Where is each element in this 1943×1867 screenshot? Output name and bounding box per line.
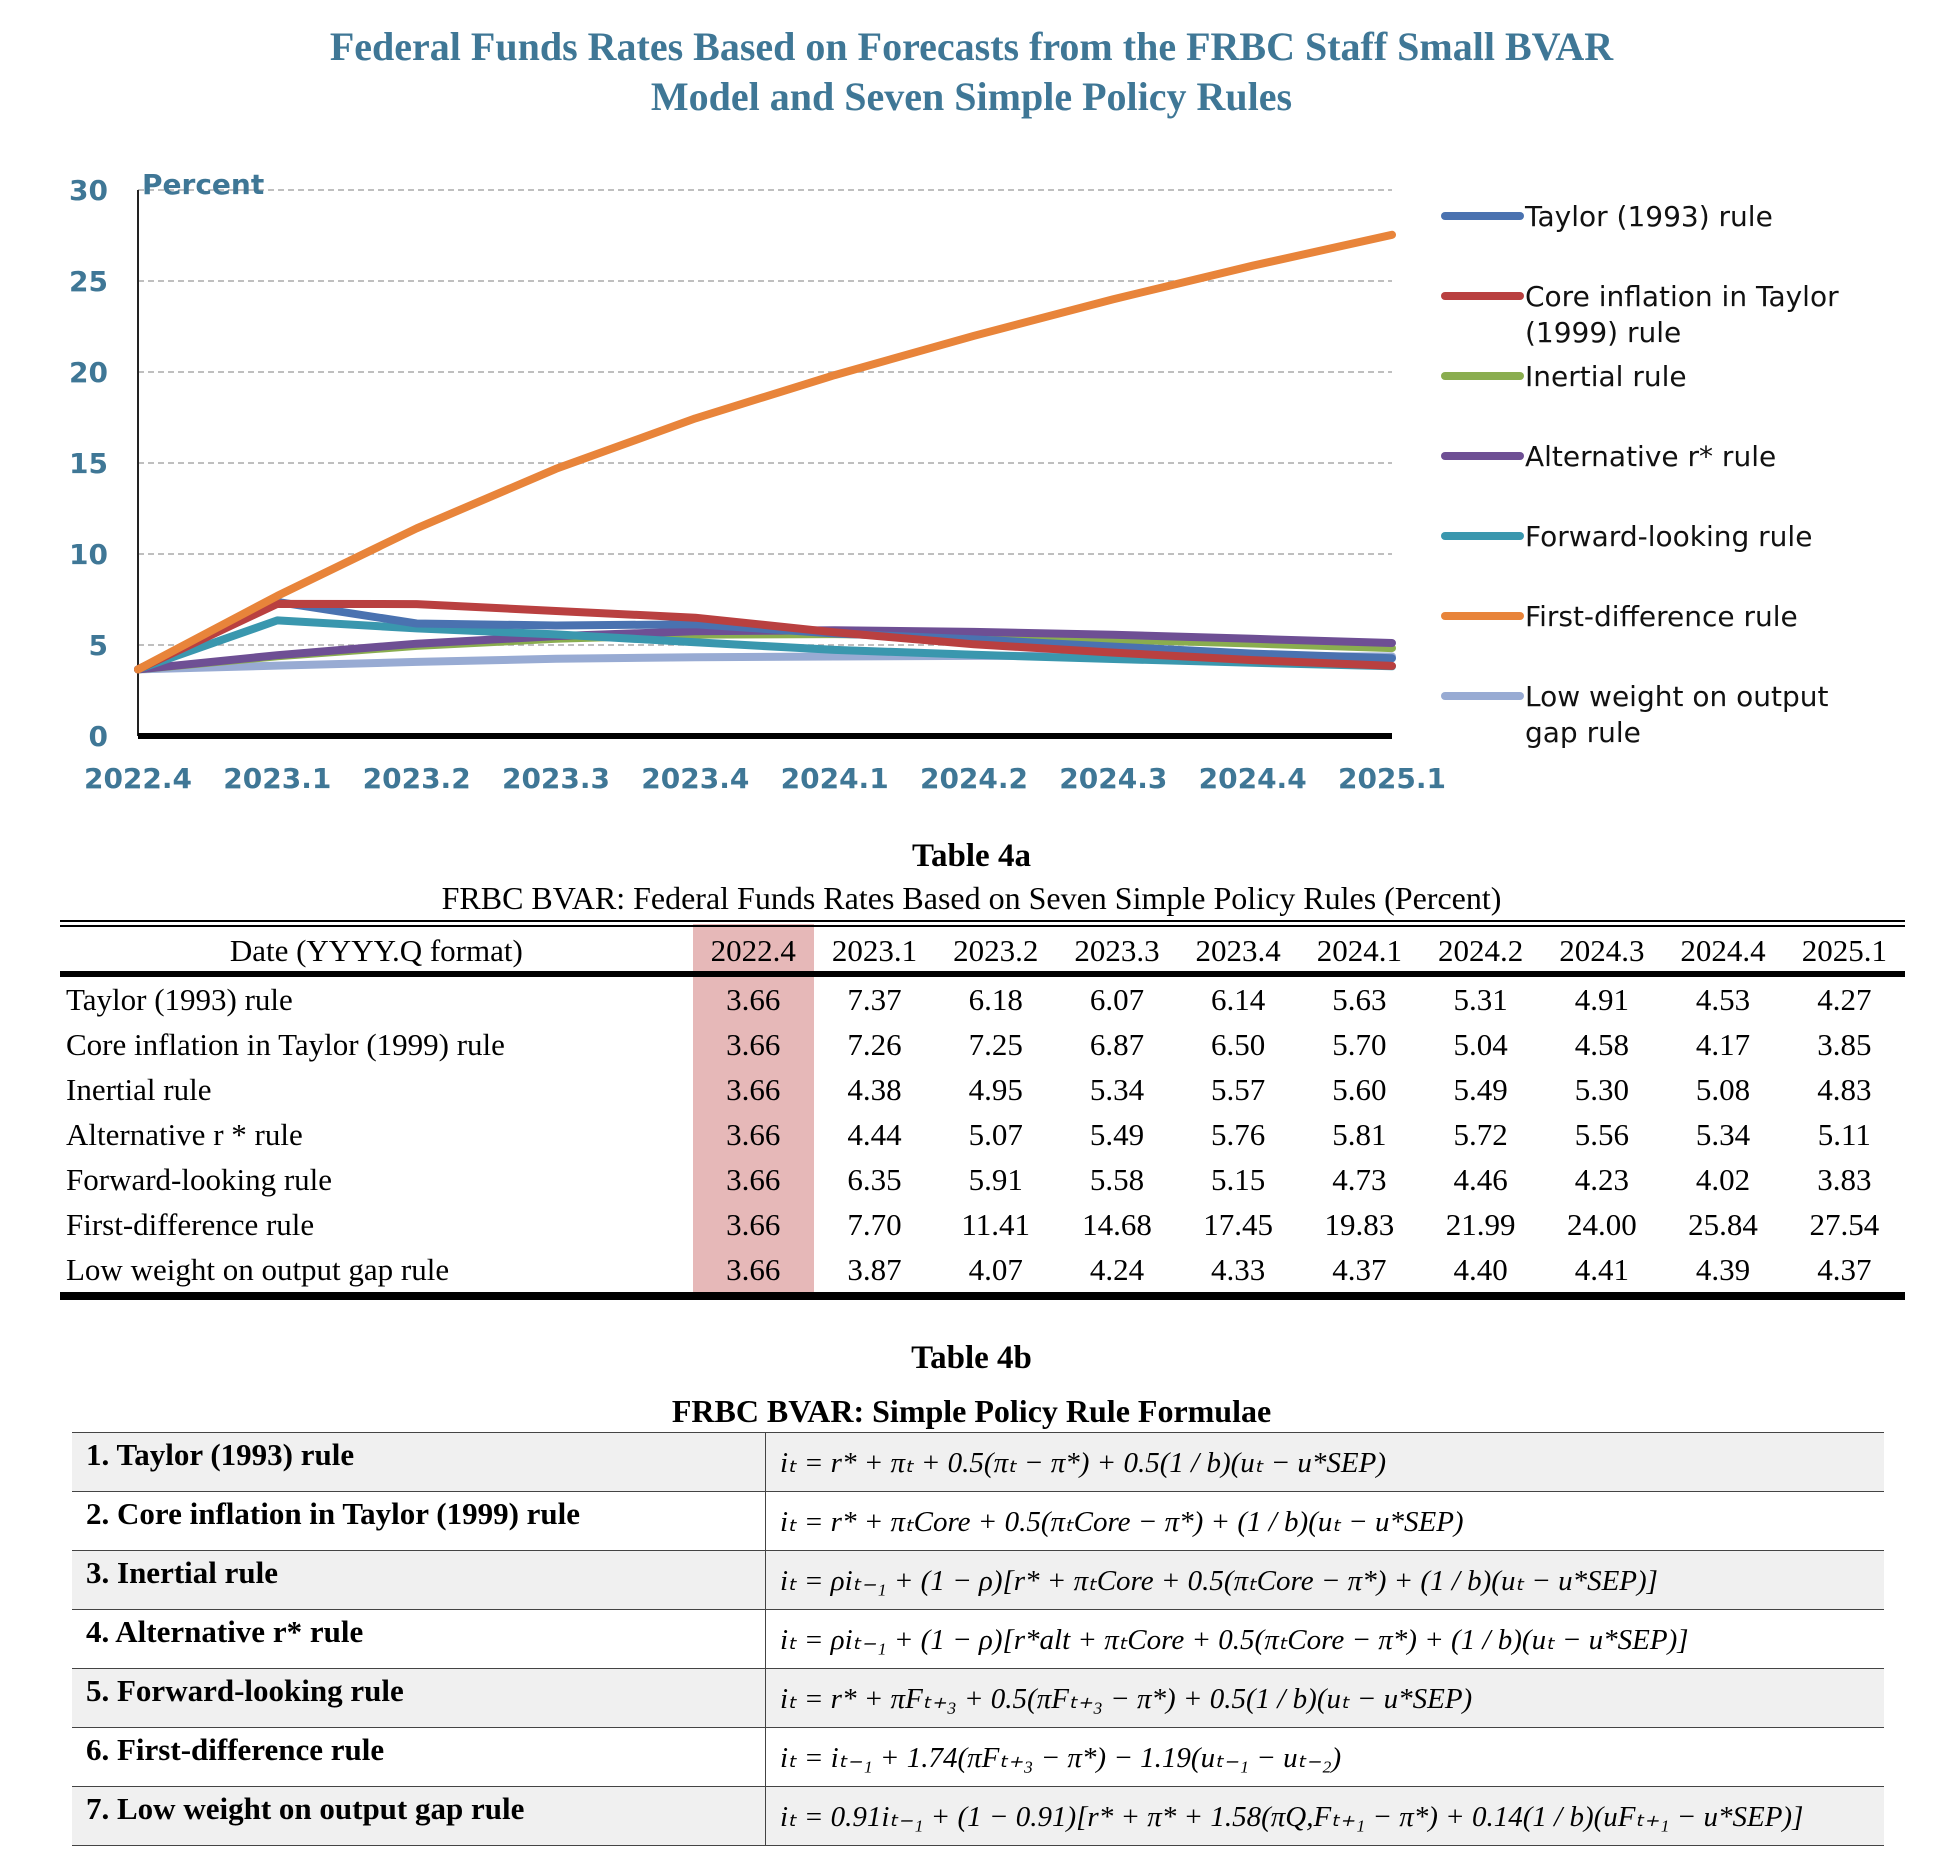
table-4b-body xyxy=(72,1433,1884,1846)
x-tick-label: 2024.4 xyxy=(1198,762,1307,795)
table-4a-column-header: 2024.2 xyxy=(1420,924,1541,975)
x-tick-label: 2023.1 xyxy=(223,762,332,795)
y-tick-label: 10 xyxy=(69,538,108,571)
table-4a-header-label: Date (YYYY.Q format) xyxy=(60,924,693,975)
table-4a-title: Table 4a xyxy=(912,838,1031,874)
x-tick-label: 2024.1 xyxy=(780,762,889,795)
table-cell: 3.66 xyxy=(693,1112,814,1157)
table-cell: 4.33 xyxy=(1178,1247,1299,1296)
table-cell: 6.50 xyxy=(1211,1026,1266,1062)
table-cell: 3.85 xyxy=(1817,1026,1872,1062)
table-cell: 3.66 xyxy=(693,1202,814,1247)
row-label: Core inflation in Taylor (1999) rule xyxy=(66,1026,505,1062)
legend-label: Taylor (1993) rule xyxy=(1525,200,1773,233)
x-tick-label: 2024.2 xyxy=(919,762,1029,795)
table-cell: 4.17 xyxy=(1695,1026,1751,1062)
rule-name: 7. Low weight on output gap rule xyxy=(72,1787,766,1846)
table-cell: 27.54 xyxy=(1809,1206,1880,1242)
table-cell: 5.60 xyxy=(1332,1071,1387,1107)
table-4a-column-header: 2024.1 xyxy=(1299,924,1420,975)
rule-formula: iₜ = iₜ₋₁ + 1.74(πFₜ₊₃ − π*) − 1.19(uₜ₋₁ − uₜ₋₂) xyxy=(766,1728,1885,1787)
table-4b-title: Table 4b xyxy=(911,1340,1032,1376)
table-cell: 4.53 xyxy=(1695,981,1751,1017)
rule-name: 6. First-difference rule xyxy=(72,1728,766,1787)
x-tick-label: 2023.3 xyxy=(501,762,611,795)
table-cell: 5.49 xyxy=(1089,1116,1145,1152)
table-cell: 4.07 xyxy=(935,1247,1056,1296)
table-cell: 3.83 xyxy=(1817,1161,1872,1197)
row-label: Low weight on output gap rule xyxy=(60,1247,693,1296)
table-row xyxy=(60,1112,1905,1157)
row-label: Alternative r * rule xyxy=(66,1116,303,1152)
formula-row xyxy=(72,1669,1884,1728)
table-cell: 24.00 xyxy=(1566,1206,1637,1242)
rule-name: 5. Forward-looking rule xyxy=(72,1669,766,1728)
table-cell: 6.87 xyxy=(1089,1026,1145,1062)
table-row xyxy=(60,1067,1905,1112)
formula-row xyxy=(72,1433,1884,1492)
table-cell: 5.15 xyxy=(1211,1161,1266,1197)
table-cell: 6.35 xyxy=(847,1161,902,1197)
x-tick-label: 2023.2 xyxy=(362,762,471,795)
rule-name: 3. Inertial rule xyxy=(72,1551,766,1610)
formula-row xyxy=(72,1492,1884,1551)
y-axis-label: Percent xyxy=(142,168,265,201)
table-cell: 21.99 xyxy=(1445,1206,1516,1242)
table-cell: 5.57 xyxy=(1211,1071,1266,1107)
table-cell: 25.84 xyxy=(1688,1206,1758,1242)
table-4a-column-header: 2024.3 xyxy=(1541,924,1662,975)
y-tick-label: 5 xyxy=(88,629,108,662)
rule-formula: iₜ = r* + πₜ + 0.5(πₜ − π*) + 0.5(1 / b)(uₜ − u*SEP) xyxy=(766,1433,1885,1492)
table-cell: 3.87 xyxy=(814,1247,935,1296)
table-row xyxy=(60,1202,1905,1247)
table-cell: 4.91 xyxy=(1574,981,1629,1017)
table-cell: 17.45 xyxy=(1203,1206,1274,1242)
table-cell: 3.66 xyxy=(693,1157,814,1202)
rule-name: 1. Taylor (1993) rule xyxy=(72,1433,766,1492)
formula-row xyxy=(72,1610,1884,1669)
legend-label: Alternative r* rule xyxy=(1525,440,1777,473)
table-cell: 4.23 xyxy=(1574,1161,1629,1197)
table-cell: 5.07 xyxy=(968,1116,1023,1152)
table-cell: 4.46 xyxy=(1453,1161,1508,1197)
table-cell: 5.56 xyxy=(1574,1116,1629,1152)
table-cell: 5.63 xyxy=(1332,981,1387,1017)
table-cell: 4.44 xyxy=(847,1116,902,1152)
table-4a-header-row xyxy=(60,924,1905,975)
legend-label: (1999) rule xyxy=(1525,316,1682,349)
table-cell: 7.25 xyxy=(968,1026,1023,1062)
table-cell: 4.58 xyxy=(1574,1026,1629,1062)
table-4a-column-header: 2023.1 xyxy=(814,924,935,975)
table-cell: 19.83 xyxy=(1324,1206,1395,1242)
rule-name: 4. Alternative r* rule xyxy=(72,1610,766,1669)
rule-formula: iₜ = ρiₜ₋₁ + (1 − ρ)[r*alt + πₜCore + 0.5(πₜCore − π*) + (1 / b)(uₜ − u*SEP)] xyxy=(766,1610,1885,1669)
table-cell: 6.18 xyxy=(968,981,1023,1017)
y-tick-label: 20 xyxy=(69,356,108,389)
table-cell: 3.66 xyxy=(693,1067,814,1112)
line-chart xyxy=(0,150,1943,800)
legend-label: Forward-looking rule xyxy=(1525,520,1813,553)
table-4a-column-header: 2023.3 xyxy=(1056,924,1177,975)
table-cell: 5.31 xyxy=(1453,981,1508,1017)
rule-formula: iₜ = ρiₜ₋₁ + (1 − ρ)[r* + πₜCore + 0.5(πₜCore − π*) + (1 / b)(uₜ − u*SEP)] xyxy=(766,1551,1885,1610)
table-cell: 14.68 xyxy=(1082,1206,1152,1242)
chart-title-line-2: Model and Seven Simple Policy Rules xyxy=(650,74,1293,119)
table-cell: 4.95 xyxy=(968,1071,1023,1107)
formula-row xyxy=(72,1787,1884,1846)
rule-name: 2. Core inflation in Taylor (1999) rule xyxy=(72,1492,766,1551)
table-cell: 4.40 xyxy=(1420,1247,1541,1296)
table-cell: 5.34 xyxy=(1089,1071,1145,1107)
table-cell: 5.08 xyxy=(1695,1071,1751,1107)
table-cell: 4.37 xyxy=(1784,1247,1905,1296)
chart-legend xyxy=(1445,200,1839,749)
table-cell: 4.38 xyxy=(847,1071,902,1107)
table-4a-column-header: 2025.1 xyxy=(1784,924,1905,975)
y-tick-label: 25 xyxy=(69,265,108,298)
table-cell: 11.41 xyxy=(961,1206,1031,1242)
table-cell: 7.26 xyxy=(847,1026,902,1062)
x-tick-label: 2022.4 xyxy=(83,762,193,795)
table-cell: 7.70 xyxy=(847,1206,902,1242)
table-cell: 4.41 xyxy=(1541,1247,1662,1296)
y-tick-label: 15 xyxy=(69,447,108,480)
table-4a-column-header: 2023.4 xyxy=(1178,924,1299,975)
legend-label: gap rule xyxy=(1525,716,1641,749)
x-tick-label: 2023.4 xyxy=(641,762,750,795)
chart-grid xyxy=(138,190,1392,645)
table-4a-column-header: 2024.4 xyxy=(1662,924,1783,975)
table-cell: 5.91 xyxy=(968,1161,1023,1197)
table-4a xyxy=(60,920,1905,1300)
table-cell: 5.34 xyxy=(1695,1116,1751,1152)
legend-label: Core inflation in Taylor xyxy=(1525,280,1839,313)
legend-label: Low weight on output xyxy=(1525,680,1829,713)
table-4a-subtitle: FRBC BVAR: Federal Funds Rates Based on Seven Simple Policy Rules (Percent) xyxy=(441,880,1502,916)
table-row xyxy=(60,1157,1905,1202)
table-cell: 5.81 xyxy=(1332,1116,1387,1152)
table-cell: 4.27 xyxy=(1817,981,1872,1017)
table-cell: 5.58 xyxy=(1089,1161,1145,1197)
chart-series xyxy=(138,235,1392,670)
legend-label: First-difference rule xyxy=(1525,600,1798,633)
y-axis-ticks xyxy=(69,174,108,753)
rule-formula: iₜ = 0.91iₜ₋₁ + (1 − 0.91)[r* + π* + 1.58(πQ,Fₜ₊₁ − π*) + 0.14(1 / b)(uFₜ₊₁ − u*SEP)] xyxy=(766,1787,1885,1846)
chart-title-line-1: Federal Funds Rates Based on Forecasts from the FRBC Staff Small BVAR xyxy=(329,24,1614,69)
legend-label: Inertial rule xyxy=(1525,360,1687,393)
table-4a-column-header: 2023.2 xyxy=(935,924,1056,975)
formula-row xyxy=(72,1728,1884,1787)
table-cell: 5.04 xyxy=(1453,1026,1508,1062)
row-label: First-difference rule xyxy=(66,1206,315,1242)
x-axis-ticks xyxy=(84,762,1446,795)
formula-row xyxy=(72,1551,1884,1610)
table-row xyxy=(60,1247,1905,1296)
row-label: Inertial rule xyxy=(66,1071,212,1107)
rule-formula: iₜ = r* + πFₜ₊₃ + 0.5(πFₜ₊₃ − π*) + 0.5(1 / b)(uₜ − u*SEP) xyxy=(766,1669,1885,1728)
table-4b-subtitle: FRBC BVAR: Simple Policy Rule Formulae xyxy=(671,1393,1272,1429)
table-cell: 4.02 xyxy=(1695,1161,1751,1197)
table-cell: 4.37 xyxy=(1299,1247,1420,1296)
table-4b xyxy=(72,1432,1884,1846)
table-cell: 7.37 xyxy=(847,981,902,1017)
table-row xyxy=(60,974,1905,1022)
table-cell: 4.73 xyxy=(1332,1161,1387,1197)
table-cell: 5.11 xyxy=(1817,1116,1871,1152)
table-cell: 5.30 xyxy=(1574,1071,1629,1107)
x-tick-label: 2025.1 xyxy=(1337,762,1447,795)
table-cell: 5.72 xyxy=(1453,1116,1508,1152)
table-cell: 5.49 xyxy=(1453,1071,1508,1107)
chart-title xyxy=(0,22,1943,122)
table-cell: 3.66 xyxy=(693,1247,814,1296)
x-tick-label: 2024.3 xyxy=(1059,762,1168,795)
table-cell: 6.14 xyxy=(1211,981,1266,1017)
table-cell: 3.66 xyxy=(693,974,814,1022)
y-tick-label: 30 xyxy=(69,174,108,207)
row-label: Taylor (1993) rule xyxy=(66,981,293,1017)
table-cell: 3.66 xyxy=(693,1022,814,1067)
rule-formula: iₜ = r* + πₜCore + 0.5(πₜCore − π*) + (1 / b)(uₜ − u*SEP) xyxy=(766,1492,1885,1551)
table-4a-body xyxy=(60,974,1905,1296)
table-row xyxy=(60,1022,1905,1067)
y-tick-label: 0 xyxy=(88,720,108,753)
table-4a-column-header: 2022.4 xyxy=(693,924,814,975)
row-label: Forward-looking rule xyxy=(66,1161,333,1197)
table-cell: 5.70 xyxy=(1332,1026,1387,1062)
table-cell: 4.24 xyxy=(1056,1247,1177,1296)
table-cell: 4.39 xyxy=(1662,1247,1783,1296)
table-cell: 4.83 xyxy=(1817,1071,1872,1107)
table-cell: 5.76 xyxy=(1211,1116,1266,1152)
table-cell: 6.07 xyxy=(1089,981,1145,1017)
